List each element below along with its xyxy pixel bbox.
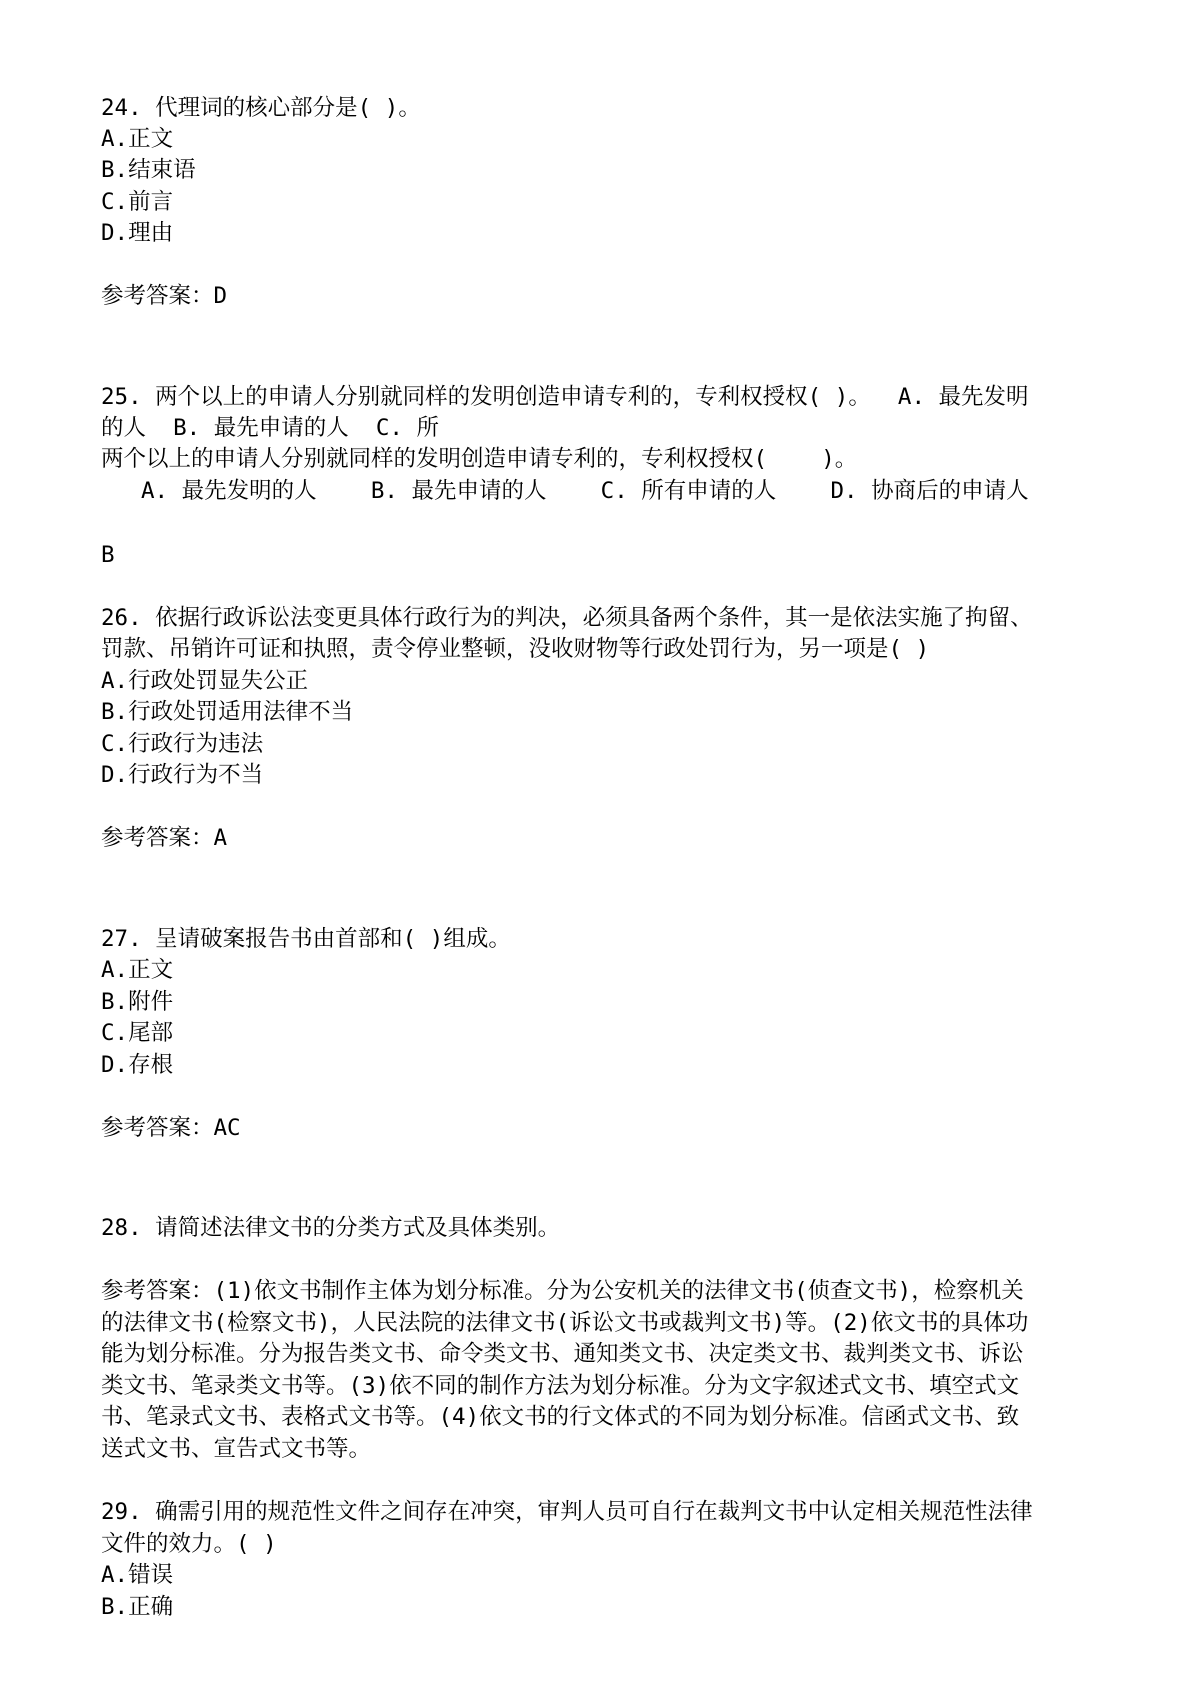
- q24-option-b: B.结束语: [101, 157, 196, 183]
- q28-answer-line3: 能为划分标准。分为报告类文书、命令类文书、通知类文书、决定类文书、裁判类文书、诉讼: [101, 1341, 1024, 1367]
- q27-stem: 27. 呈请破案报告书由首部和( )组成。: [101, 926, 511, 952]
- q26-stem-line1: 26. 依据行政诉讼法变更具体行政行为的判决，必须具备两个条件，其一是依法实施了拘留、: [101, 605, 1033, 631]
- q26-option-a: A.行政处罚显失公正: [101, 668, 309, 694]
- q27-option-b: B.附件: [101, 989, 174, 1015]
- q26-option-c: C.行政行为违法: [101, 731, 264, 757]
- q25-stem-line4: A. 最先发明的人 B. 最先申请的人 C. 所有申请的人 D. 协商后的申请人: [141, 478, 1029, 504]
- q26-stem-line2: 罚款、吊销许可证和执照，责令停业整顿，没收财物等行政处罚行为，另一项是( ): [101, 636, 930, 662]
- q29-stem-line1: 29. 确需引用的规范性文件之间存在冲突，审判人员可自行在裁判文书中认定相关规范性法律: [101, 1499, 1033, 1525]
- q26-option-b: B.行政处罚适用法律不当: [101, 699, 354, 725]
- q27-option-c: C.尾部: [101, 1020, 174, 1046]
- q24-option-d: D.理由: [101, 220, 174, 246]
- q28-answer-line5: 书、笔录式文书、表格式文书等。(4)依文书的行文体式的不同为划分标准。信函式文书、致: [101, 1404, 1020, 1430]
- q24-answer: 参考答案：D: [101, 283, 228, 309]
- q27-option-a: A.正文: [101, 957, 174, 983]
- q28-answer-line1: 参考答案：(1)依文书制作主体为划分标准。分为公安机关的法律文书(侦查文书)，检察机关: [101, 1278, 1024, 1304]
- q26-option-d: D.行政行为不当: [101, 762, 264, 788]
- q25-stem-line2: 的人 B. 最先申请的人 C. 所: [101, 415, 439, 441]
- q28-answer-line2: 的法律文书(检察文书)，人民法院的法律文书(诉讼文书或裁判文书)等。(2)依文书的具体功: [101, 1310, 1029, 1336]
- q24-option-c: C.前言: [101, 189, 174, 215]
- q28-stem: 28. 请简述法律文书的分类方式及具体类别。: [101, 1215, 561, 1241]
- q27-answer: 参考答案：AC: [101, 1115, 241, 1141]
- q24-stem: 24. 代理词的核心部分是( )。: [101, 95, 421, 121]
- q29-option-b: B.正确: [101, 1594, 174, 1620]
- q25-stem-line3: 两个以上的申请人分别就同样的发明创造申请专利的，专利权授权( )。: [101, 446, 858, 472]
- q25-stem-line1: 25. 两个以上的申请人分别就同样的发明创造申请专利的，专利权授权( )。 A. 最先发明: [101, 384, 1029, 410]
- q29-stem-line2: 文件的效力。( ): [101, 1531, 277, 1557]
- q28-answer-line4: 类文书、笔录类文书等。(3)依不同的制作方法为划分标准。分为文字叙述式文书、填空式文: [101, 1373, 1020, 1399]
- q29-option-a: A.错误: [101, 1562, 174, 1588]
- q26-answer: 参考答案：A: [101, 825, 228, 851]
- q27-option-d: D.存根: [101, 1052, 174, 1078]
- q28-answer-line6: 送式文书、宣告式文书等。: [101, 1436, 372, 1462]
- q25-answer: B: [101, 542, 115, 568]
- q24-option-a: A.正文: [101, 126, 174, 152]
